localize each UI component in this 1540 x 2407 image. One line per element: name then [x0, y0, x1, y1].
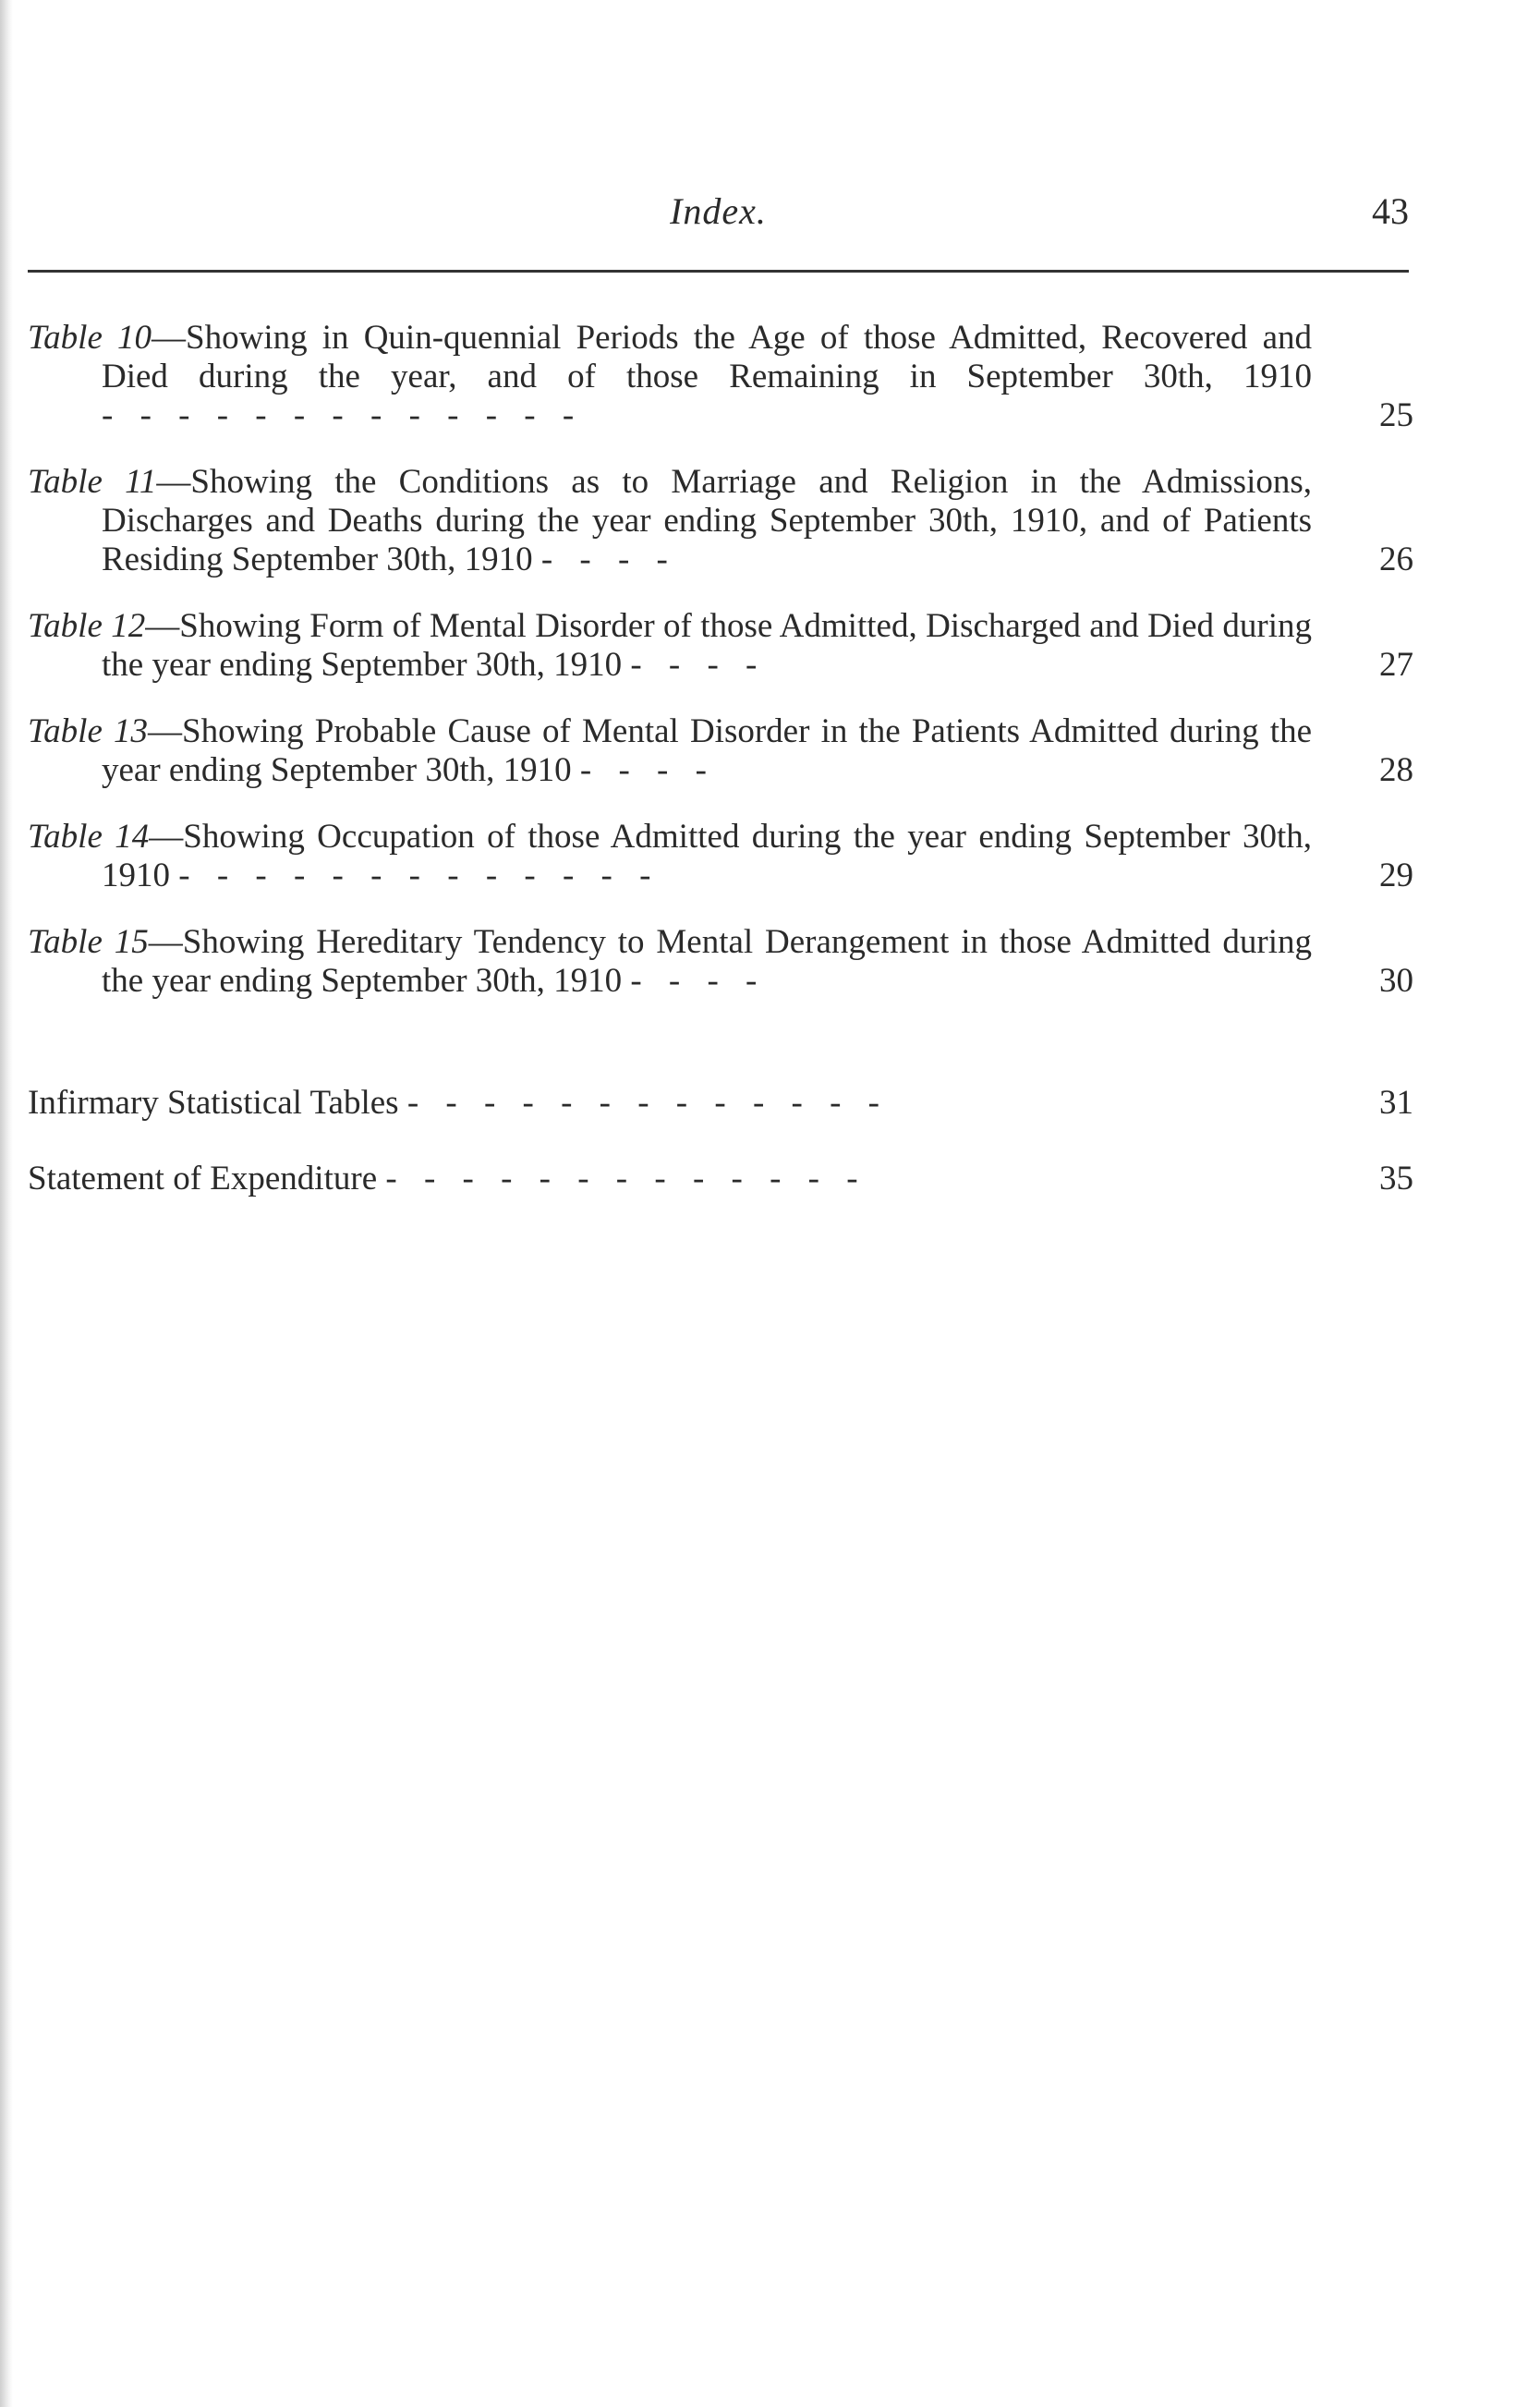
entry-page-number: 31 [1379, 1084, 1413, 1122]
table-label: Table 13 [28, 712, 149, 750]
table-label: Table 15 [28, 923, 149, 961]
page-edge-shadow [0, 0, 13, 2407]
index-entry-expenditure [28, 1160, 1413, 1198]
dot-leader: - - - - - - - - - - - - - [406, 1084, 889, 1122]
entry-page-number: 30 [1379, 962, 1413, 1000]
section-gap [28, 1028, 1413, 1084]
page-number: 43 [1372, 190, 1409, 232]
entry-text: Showing the Conditions as to Marriage and Religion in the Admissions, Discharges and Deaths during the year ending September 30th, 1910, and of Patients Residing September 30th, 1910 [102, 463, 1313, 578]
index-list [28, 319, 1413, 1235]
entry-text: Showing in Quin-quennial Periods the Age of those Admitted, Recovered and Died during the year, and of those Remaining in September 30th, 1910 [102, 319, 1312, 395]
table-label: Table 10 [28, 319, 152, 357]
index-entry-table-15: Table 15—Showing Hereditary Tendency to Mental Derangement in those Admitted during the year ending September 30th, 1910 - - - - 30 [28, 923, 1413, 1000]
dot-leader: - - - - - - - - - - - - - [385, 1160, 867, 1197]
table-label: Table 14 [28, 818, 150, 856]
header-rule [28, 270, 1409, 273]
entry-page-number: 27 [1379, 646, 1413, 684]
dot-leader: - - - - - - - - - - - - - [102, 396, 584, 434]
index-entry-infirmary-tables [28, 1084, 1413, 1123]
entry-text: Statement of Expenditure [28, 1160, 378, 1197]
entry-text: Showing Probable Cause of Mental Disorder in the Patients Admitted during the year ending September 30th, 1910 [102, 712, 1313, 789]
entry-page-number: 28 [1379, 751, 1413, 789]
index-entry-table-11: Table 11—Showing the Conditions as to Marriage and Religion in the Admissions, Discharges and Deaths during the year ending September 30th, 1910, and of Patients Residing September 30th, 1910 - - - - 26 [28, 463, 1413, 578]
dot-leader: - - - - [579, 751, 716, 789]
index-entry-table-13: Table 13—Showing Probable Cause of Mental Disorder in the Patients Admitted during the year ending September 30th, 1910 - - - - 28 [28, 712, 1413, 789]
index-entry-table-10: Table 10—Showing in Quin-quennial Periods the Age of those Admitted, Recovered and Died during the year, and of those Remaining in September 30th, 1910 - - - - - - - - - - - - - 25 [28, 319, 1413, 434]
entry-page-number: 29 [1379, 857, 1413, 894]
index-entry-table-14: Table 14—Showing Occupation of those Admitted during the year ending September 30th, 1910 - - - - - - - - - - - - - 29 [28, 818, 1413, 894]
index-entry-table-12: Table 12—Showing Form of Mental Disorder of those Admitted, Discharged and Died during the year ending September 30th, 1910 - - - - 27 [28, 607, 1413, 684]
dot-leader: - - - - [540, 541, 677, 578]
table-label: Table 12 [28, 607, 146, 645]
entry-page-number: 35 [1379, 1160, 1413, 1197]
entry-text: Showing Form of Mental Disorder of those Admitted, Discharged and Died during the year ending September 30th, 1910 [102, 607, 1312, 684]
dot-leader: - - - - [630, 646, 767, 684]
dot-leader: - - - - - - - - - - - - - [178, 857, 661, 894]
page-title: Index. [670, 190, 767, 232]
entry-page-number: 25 [1379, 396, 1413, 434]
dot-leader: - - - - [630, 962, 767, 1000]
entry-text: Infirmary Statistical Tables [28, 1084, 399, 1122]
table-label: Table 11 [28, 463, 157, 501]
entry-text: Showing Occupation of those Admitted during the year ending September 30th, 1910 [102, 818, 1312, 894]
entry-page-number: 26 [1379, 541, 1413, 578]
entry-text: Showing Hereditary Tendency to Mental Derangement in those Admitted during the year ending September 30th, 1910 [102, 923, 1312, 1000]
page-header [28, 189, 1409, 254]
